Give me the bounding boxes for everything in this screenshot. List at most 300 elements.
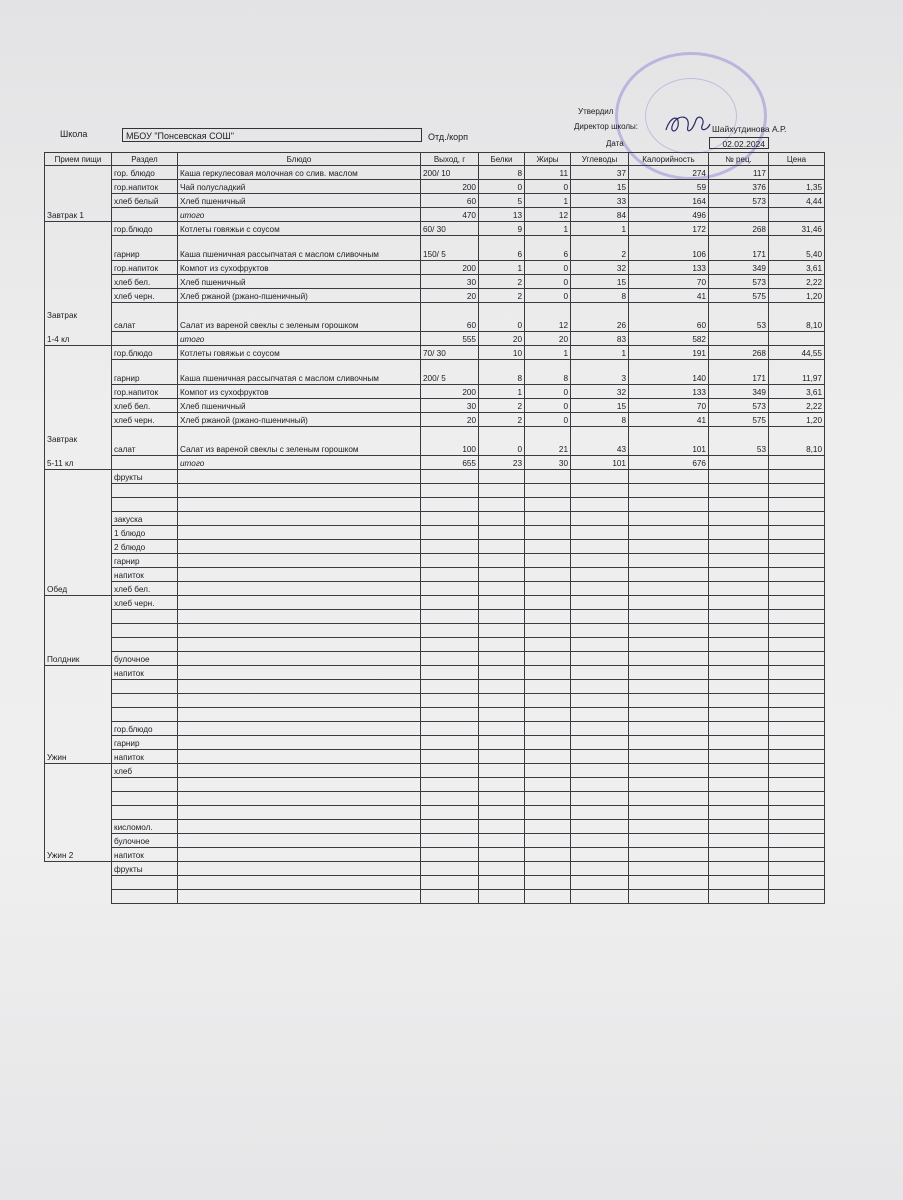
- price-cell: 1,20: [769, 413, 825, 427]
- table-cell: [421, 624, 479, 638]
- yield-cell: 150/ 5: [421, 236, 479, 261]
- table-cell: [525, 540, 571, 554]
- dish-cell: Каша пшеничная рассыпчатая с маслом сливочным: [178, 236, 421, 261]
- table-cell: [571, 666, 629, 680]
- table-cell: [178, 876, 421, 890]
- table-cell: [479, 680, 525, 694]
- yield-cell: 200: [421, 180, 479, 194]
- col-header: № рец.: [709, 153, 769, 166]
- table-cell: [709, 596, 769, 610]
- table-cell: [178, 484, 421, 498]
- table-cell: [769, 778, 825, 792]
- section-cell: хлеб бел.: [112, 275, 178, 289]
- kcal-cell: 106: [629, 236, 709, 261]
- table-cell: [525, 750, 571, 764]
- section-cell: 2 блюдо: [112, 540, 178, 554]
- carbs-cell: 8: [571, 413, 629, 427]
- section-cell: кисломол.: [112, 820, 178, 834]
- table-cell: [525, 834, 571, 848]
- table-cell: [525, 708, 571, 722]
- table-cell: [769, 680, 825, 694]
- carbs-cell: 26: [571, 303, 629, 332]
- director-name: Шайхутдинова А.Р.: [712, 124, 787, 134]
- table-cell: [178, 652, 421, 666]
- table-cell: [629, 498, 709, 512]
- date-field: 02.02.2024: [709, 137, 769, 149]
- protein-cell: 20: [479, 332, 525, 346]
- table-row: [45, 540, 825, 554]
- recipe-cell: 53: [709, 303, 769, 332]
- price-cell: 11,97: [769, 360, 825, 385]
- section-cell: фрукты: [112, 470, 178, 484]
- table-cell: [479, 792, 525, 806]
- table-cell: [769, 862, 825, 876]
- price-cell: 4,44: [769, 194, 825, 208]
- table-row: [45, 303, 825, 332]
- yield-cell: 30: [421, 399, 479, 413]
- table-cell: [421, 848, 479, 862]
- carbs-cell: 2: [571, 236, 629, 261]
- fat-cell: 0: [525, 399, 571, 413]
- table-cell: [571, 750, 629, 764]
- total-label: итого: [178, 456, 421, 470]
- table-cell: [525, 498, 571, 512]
- table-row: [45, 722, 825, 736]
- table-cell: [769, 708, 825, 722]
- carbs-cell: 15: [571, 180, 629, 194]
- yield-cell: 200: [421, 385, 479, 399]
- table-cell: [479, 736, 525, 750]
- table-cell: [571, 624, 629, 638]
- col-header: Выход, г: [421, 153, 479, 166]
- table-cell: [769, 834, 825, 848]
- date-label: Дата: [606, 139, 624, 148]
- table-cell: [525, 890, 571, 904]
- carbs-cell: 83: [571, 332, 629, 346]
- section-cell: гор.напиток: [112, 261, 178, 275]
- table-cell: [421, 540, 479, 554]
- yield-cell: 655: [421, 456, 479, 470]
- table-row: [45, 261, 825, 275]
- table-cell: [571, 736, 629, 750]
- table-cell: [571, 848, 629, 862]
- table-cell: [421, 498, 479, 512]
- section-cell: [112, 456, 178, 470]
- table-cell: [709, 512, 769, 526]
- recipe-cell: [709, 208, 769, 222]
- table-cell: [629, 890, 709, 904]
- carbs-cell: 8: [571, 289, 629, 303]
- carbs-cell: 1: [571, 222, 629, 236]
- table-cell: [178, 680, 421, 694]
- price-cell: 1,20: [769, 289, 825, 303]
- table-cell: [479, 876, 525, 890]
- table-cell: [421, 736, 479, 750]
- yield-cell: 60/ 30: [421, 222, 479, 236]
- yield-cell: 70/ 30: [421, 346, 479, 360]
- carbs-cell: 101: [571, 456, 629, 470]
- table-cell: [571, 694, 629, 708]
- table-cell: [525, 876, 571, 890]
- table-cell: [525, 862, 571, 876]
- carbs-cell: 33: [571, 194, 629, 208]
- protein-cell: 0: [479, 180, 525, 194]
- table-cell: [709, 526, 769, 540]
- dish-cell: Хлеб ржаной (ржано-пшеничный): [178, 289, 421, 303]
- kcal-cell: 676: [629, 456, 709, 470]
- section-cell: [112, 484, 178, 498]
- table-cell: [629, 512, 709, 526]
- dish-cell: Каша геркулесовая молочная со слив. маслом: [178, 166, 421, 180]
- table-row: [45, 385, 825, 399]
- fat-cell: 0: [525, 413, 571, 427]
- table-cell: [629, 764, 709, 778]
- yield-cell: 60: [421, 303, 479, 332]
- meal-name: Завтрак 1: [47, 211, 84, 220]
- fat-cell: 11: [525, 166, 571, 180]
- kcal-cell: 41: [629, 289, 709, 303]
- section-cell: гор.напиток: [112, 385, 178, 399]
- table-cell: [709, 652, 769, 666]
- table-cell: [709, 750, 769, 764]
- table-cell: [769, 806, 825, 820]
- carbs-cell: 32: [571, 385, 629, 399]
- table-row: [45, 652, 825, 666]
- dish-cell: Компот из сухофруктов: [178, 385, 421, 399]
- table-cell: [525, 820, 571, 834]
- fat-cell: 30: [525, 456, 571, 470]
- table-cell: [421, 764, 479, 778]
- section-cell: [112, 624, 178, 638]
- table-cell: [709, 890, 769, 904]
- table-cell: [571, 876, 629, 890]
- carbs-cell: 37: [571, 166, 629, 180]
- table-cell: [178, 470, 421, 484]
- yield-cell: 200/ 5: [421, 360, 479, 385]
- kcal-cell: 133: [629, 261, 709, 275]
- price-cell: 5,40: [769, 236, 825, 261]
- table-cell: [178, 498, 421, 512]
- protein-cell: 13: [479, 208, 525, 222]
- table-row: [45, 582, 825, 596]
- table-cell: [178, 778, 421, 792]
- col-header: Раздел: [112, 153, 178, 166]
- table-cell: [421, 750, 479, 764]
- table-cell: [769, 722, 825, 736]
- table-cell: [769, 568, 825, 582]
- total-row: [45, 208, 825, 222]
- table-cell: [709, 554, 769, 568]
- price-cell: [769, 456, 825, 470]
- table-cell: [421, 862, 479, 876]
- kcal-cell: 191: [629, 346, 709, 360]
- table-cell: [178, 624, 421, 638]
- table-cell: [178, 792, 421, 806]
- table-cell: [479, 708, 525, 722]
- table-cell: [421, 512, 479, 526]
- total-label: итого: [178, 208, 421, 222]
- meal-name-cell: [45, 862, 112, 904]
- meal-grade: 1-4 кл: [47, 335, 70, 344]
- yield-cell: 20: [421, 289, 479, 303]
- carbs-cell: 15: [571, 275, 629, 289]
- section-cell: хлеб черн.: [112, 289, 178, 303]
- table-cell: [571, 820, 629, 834]
- table-cell: [709, 848, 769, 862]
- table-cell: [421, 610, 479, 624]
- protein-cell: 10: [479, 346, 525, 360]
- fat-cell: 12: [525, 303, 571, 332]
- section-cell: напиток: [112, 568, 178, 582]
- kcal-cell: 59: [629, 180, 709, 194]
- section-cell: гор. блюдо: [112, 166, 178, 180]
- fat-cell: 1: [525, 222, 571, 236]
- protein-cell: 8: [479, 360, 525, 385]
- kcal-cell: 274: [629, 166, 709, 180]
- section-cell: [112, 778, 178, 792]
- table-cell: [709, 498, 769, 512]
- table-cell: [769, 470, 825, 484]
- table-cell: [769, 638, 825, 652]
- section-cell: 1 блюдо: [112, 526, 178, 540]
- table-cell: [479, 526, 525, 540]
- table-row: [45, 554, 825, 568]
- table-cell: [178, 526, 421, 540]
- table-cell: [709, 736, 769, 750]
- table-cell: [525, 764, 571, 778]
- table-cell: [769, 736, 825, 750]
- table-cell: [629, 722, 709, 736]
- school-name-field: МБОУ "Понсевская СОШ": [122, 128, 422, 142]
- meal-name-cell: [45, 222, 112, 346]
- table-cell: [629, 694, 709, 708]
- table-cell: [421, 568, 479, 582]
- table-row: [45, 876, 825, 890]
- table-cell: [709, 540, 769, 554]
- table-cell: [479, 820, 525, 834]
- table-cell: [629, 652, 709, 666]
- table-row: [45, 750, 825, 764]
- table-cell: [571, 792, 629, 806]
- fat-cell: 1: [525, 194, 571, 208]
- protein-cell: 1: [479, 261, 525, 275]
- fat-cell: 8: [525, 360, 571, 385]
- table-cell: [525, 554, 571, 568]
- table-cell: [769, 582, 825, 596]
- table-cell: [479, 848, 525, 862]
- table-cell: [479, 582, 525, 596]
- section-cell: [112, 680, 178, 694]
- section-cell: фрукты: [112, 862, 178, 876]
- table-row: [45, 862, 825, 876]
- col-header: Углеводы: [571, 153, 629, 166]
- section-cell: [112, 610, 178, 624]
- price-cell: 31,46: [769, 222, 825, 236]
- yield-cell: 200/ 10: [421, 166, 479, 180]
- table-cell: [709, 694, 769, 708]
- table-row: [45, 222, 825, 236]
- table-row: [45, 166, 825, 180]
- table-cell: [479, 722, 525, 736]
- table-cell: [421, 526, 479, 540]
- table-cell: [479, 862, 525, 876]
- table-cell: [769, 666, 825, 680]
- recipe-cell: 117: [709, 166, 769, 180]
- section-cell: хлеб: [112, 764, 178, 778]
- protein-cell: 8: [479, 166, 525, 180]
- recipe-cell: 171: [709, 360, 769, 385]
- section-cell: напиток: [112, 848, 178, 862]
- table-cell: [629, 540, 709, 554]
- table-cell: [709, 876, 769, 890]
- table-cell: [709, 722, 769, 736]
- carbs-cell: 32: [571, 261, 629, 275]
- table-cell: [709, 764, 769, 778]
- price-cell: [769, 208, 825, 222]
- table-cell: [629, 792, 709, 806]
- recipe-cell: 573: [709, 399, 769, 413]
- table-row: [45, 526, 825, 540]
- table-cell: [525, 666, 571, 680]
- recipe-cell: 349: [709, 385, 769, 399]
- table-row: [45, 792, 825, 806]
- table-cell: [178, 750, 421, 764]
- table-cell: [709, 666, 769, 680]
- dish-cell: Салат из вареной свеклы с зеленым горошком: [178, 427, 421, 456]
- signature-icon: [662, 112, 712, 138]
- recipe-cell: 376: [709, 180, 769, 194]
- table-cell: [571, 568, 629, 582]
- section-cell: [112, 208, 178, 222]
- protein-cell: 23: [479, 456, 525, 470]
- table-row: [45, 470, 825, 484]
- table-row: [45, 638, 825, 652]
- recipe-cell: 268: [709, 346, 769, 360]
- recipe-cell: [709, 332, 769, 346]
- meal-name-cell: [45, 166, 112, 222]
- table-cell: [479, 834, 525, 848]
- table-cell: [421, 470, 479, 484]
- table-cell: [421, 680, 479, 694]
- table-cell: [769, 694, 825, 708]
- table-cell: [479, 694, 525, 708]
- section-cell: [112, 638, 178, 652]
- table-cell: [629, 680, 709, 694]
- table-cell: [571, 526, 629, 540]
- section-cell: гарнир: [112, 360, 178, 385]
- dish-cell: Котлеты говяжьи с соусом: [178, 222, 421, 236]
- col-header: Жиры: [525, 153, 571, 166]
- table-cell: [178, 596, 421, 610]
- table-cell: [709, 778, 769, 792]
- table-cell: [479, 540, 525, 554]
- price-cell: 1,35: [769, 180, 825, 194]
- table-row: [45, 596, 825, 610]
- section-cell: гарнир: [112, 554, 178, 568]
- protein-cell: 5: [479, 194, 525, 208]
- table-cell: [769, 652, 825, 666]
- table-row: [45, 194, 825, 208]
- table-cell: [525, 610, 571, 624]
- table-cell: [629, 736, 709, 750]
- table-cell: [421, 596, 479, 610]
- table-cell: [479, 568, 525, 582]
- table-cell: [479, 652, 525, 666]
- fat-cell: 6: [525, 236, 571, 261]
- section-cell: закуска: [112, 512, 178, 526]
- table-cell: [629, 624, 709, 638]
- recipe-cell: 349: [709, 261, 769, 275]
- table-cell: [525, 848, 571, 862]
- table-row: [45, 834, 825, 848]
- table-cell: [571, 722, 629, 736]
- recipe-cell: 575: [709, 289, 769, 303]
- protein-cell: 1: [479, 385, 525, 399]
- table-cell: [525, 638, 571, 652]
- table-cell: [571, 540, 629, 554]
- table-row: [45, 413, 825, 427]
- table-cell: [178, 736, 421, 750]
- table-cell: [421, 792, 479, 806]
- protein-cell: 2: [479, 275, 525, 289]
- section-cell: напиток: [112, 666, 178, 680]
- table-cell: [769, 750, 825, 764]
- dish-cell: Чай полусладкий: [178, 180, 421, 194]
- table-cell: [178, 568, 421, 582]
- table-cell: [421, 638, 479, 652]
- protein-cell: 0: [479, 303, 525, 332]
- table-row: [45, 680, 825, 694]
- table-row: [45, 778, 825, 792]
- fat-cell: 0: [525, 275, 571, 289]
- section-cell: гор.блюдо: [112, 222, 178, 236]
- table-cell: [709, 792, 769, 806]
- table-row: [45, 666, 825, 680]
- table-cell: [571, 834, 629, 848]
- table-cell: [629, 708, 709, 722]
- table-cell: [178, 638, 421, 652]
- table-cell: [769, 820, 825, 834]
- approved-label: Утвердил: [578, 107, 614, 116]
- table-cell: [421, 778, 479, 792]
- section-cell: [112, 708, 178, 722]
- table-cell: [629, 820, 709, 834]
- table-row: [45, 820, 825, 834]
- table-cell: [525, 624, 571, 638]
- table-cell: [178, 848, 421, 862]
- price-cell: 8,10: [769, 427, 825, 456]
- table-cell: [178, 890, 421, 904]
- table-cell: [178, 708, 421, 722]
- otd-label: Отд./корп: [428, 132, 468, 142]
- section-cell: [112, 876, 178, 890]
- table-cell: [629, 806, 709, 820]
- table-cell: [525, 778, 571, 792]
- table-cell: [571, 778, 629, 792]
- kcal-cell: 164: [629, 194, 709, 208]
- meal-name: Завтрак: [47, 311, 78, 320]
- section-cell: [112, 332, 178, 346]
- table-cell: [629, 862, 709, 876]
- table-row: [45, 236, 825, 261]
- table-row: [45, 427, 825, 456]
- dish-cell: Хлеб пшеничный: [178, 194, 421, 208]
- table-cell: [178, 834, 421, 848]
- table-cell: [479, 470, 525, 484]
- fat-cell: 21: [525, 427, 571, 456]
- table-row: [45, 568, 825, 582]
- table-cell: [709, 862, 769, 876]
